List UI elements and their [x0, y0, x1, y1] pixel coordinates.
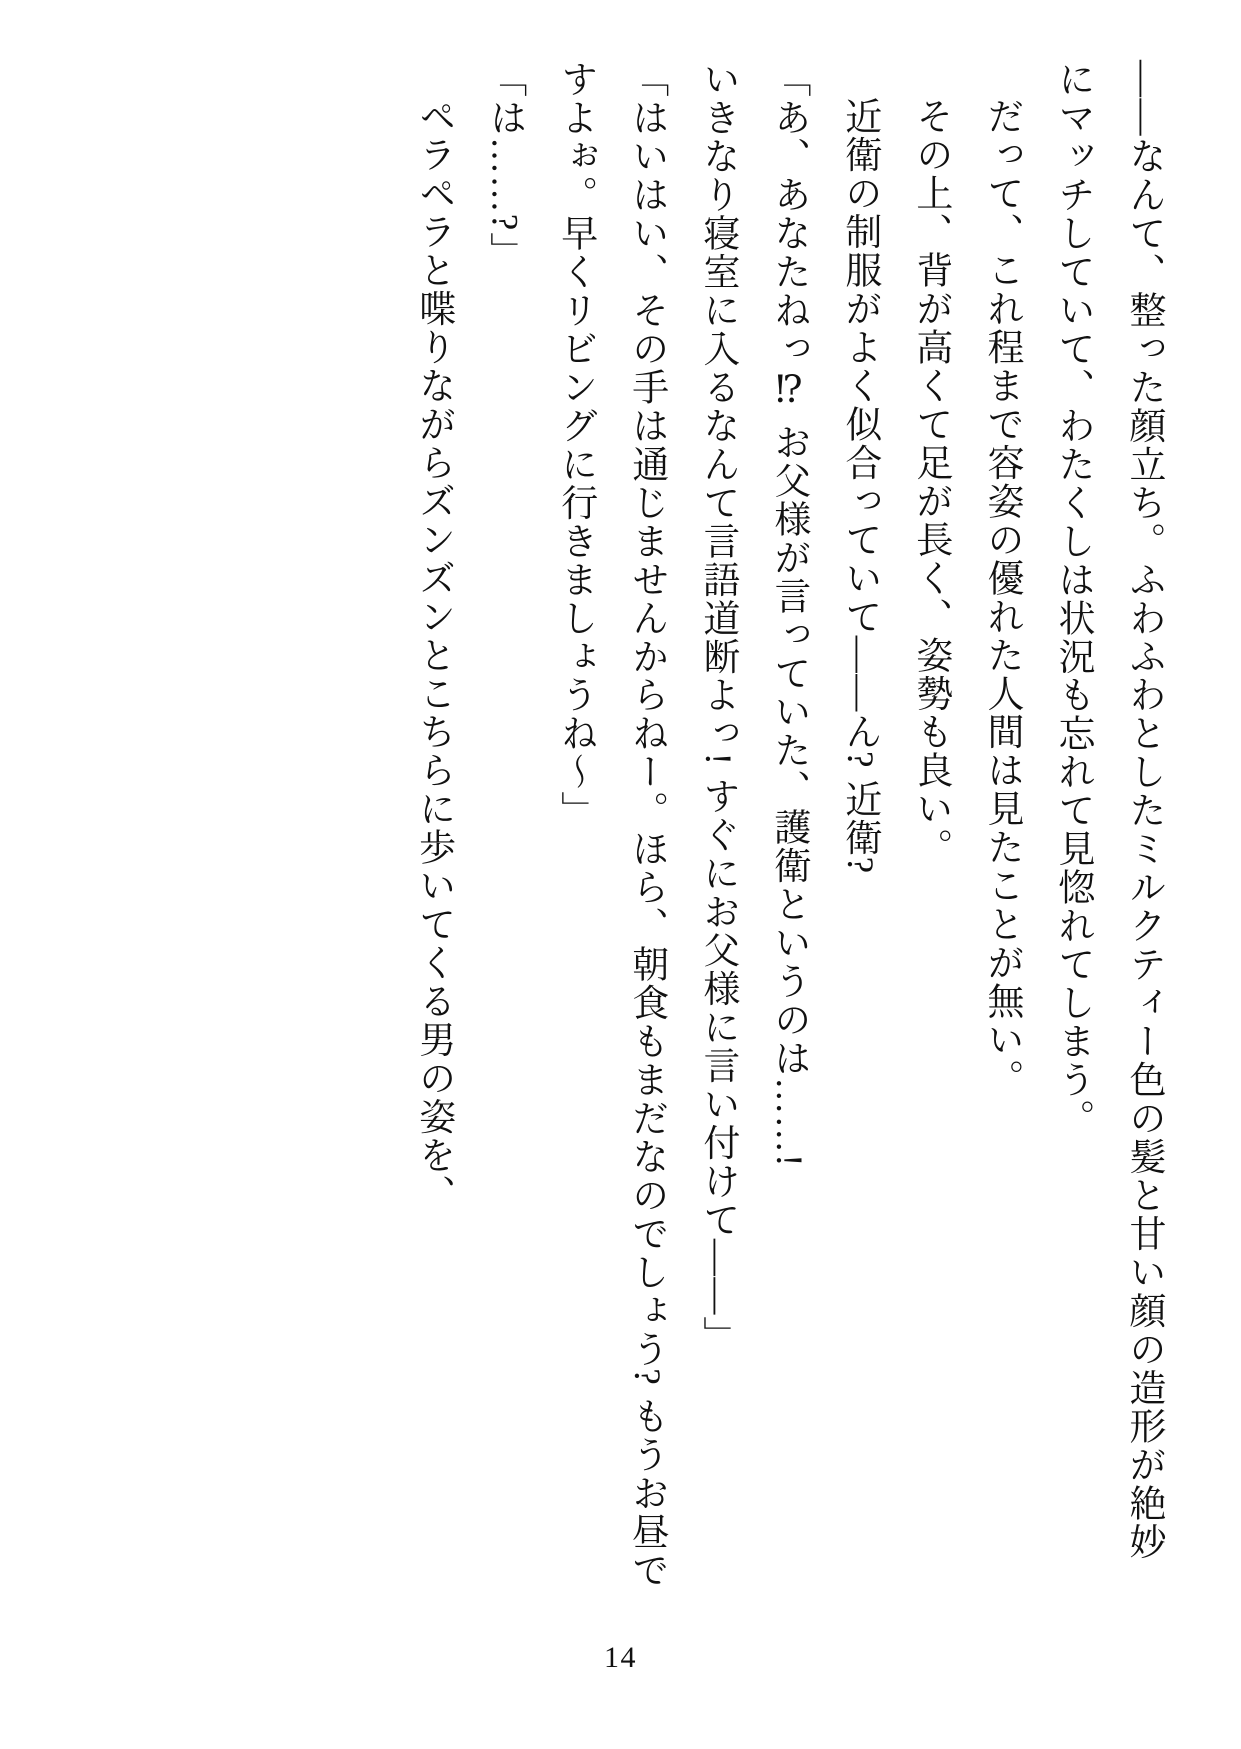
paragraph: ペラペラと喋りながらズンズンとこちらに歩いてくる男の姿を、 [412, 97, 454, 1213]
paragraph: 「はいはい、その手は通じませんからねー。ほら、朝食もまだなのでしょう? もうお昼ですよぉ。早くリビングに行きましょうね～」 [554, 60, 667, 1590]
paragraph: 「あ、あなたねっ⁉ お父様が言っていた、護衛というのは……! [767, 60, 809, 1168]
paragraph: ――なんて、整った顔立ち。ふわふわとしたミルクティー色の髪と甘い顔の造形が絶妙にマッチしていて、わたくしは状況も忘れて見惚れてしまう。 [1051, 60, 1164, 1561]
vertical-text-body [62, 60, 1179, 1599]
paragraph: だって、これ程まで容姿の優れた人間は見たことが無い。 [980, 97, 1022, 1098]
paragraph: 「は……?」 [483, 60, 525, 271]
paragraph: 近衛の制服がよく似合っていて――ん? 近衛? [838, 97, 880, 875]
paragraph: その上、背が高くて足が長く、姿勢も良い。 [909, 97, 951, 867]
page-number: 14 [604, 1641, 637, 1674]
paragraph: いきなり寝室に入るなんて言語道断よっ! すぐにお父様に言い付けて――」 [696, 60, 738, 1355]
